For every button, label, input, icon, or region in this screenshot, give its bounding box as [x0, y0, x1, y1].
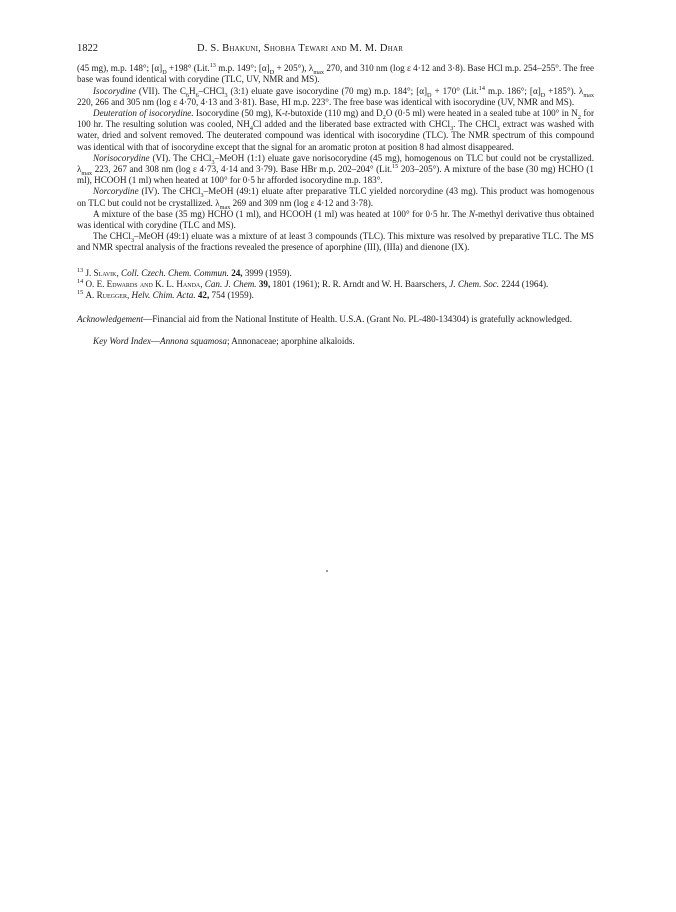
key-word-index: Key Word Index—Annona squamosa; Annonaceae; aporphine alkaloids. [93, 336, 355, 347]
key-word-index-label: Key Word Index [93, 336, 151, 347]
stray-dot [326, 570, 328, 572]
page-header [77, 43, 594, 54]
references-list [77, 268, 594, 302]
paragraph-isocorydine: Isocorydine (VII). The $C_6H_6-CHCl_3$ (3:1) eluate gave isocorydine (70 mg) m.p. 184°; $[\alpha]_D + 170^\circ$ (Lit.$^{14}$ m.p. 186°; $[\alpha]_D +185^\circ$). $\lambda_{max}$ 220, 266 and 305 nm (log ε 4·70, 4·13 and 3·81). Base, HI m.p. 223°. The free base was identical with isocorydine (UV, NMR and MS). [77, 84, 594, 107]
reference-15: $^{15}$ A. Ruegger, Helv. Chim. Acta. 42, 754 (1959). [77, 289, 254, 301]
running-head-authors: D. S. Bhakuni, Shobha Tewari and M. M. Dhar [197, 43, 404, 54]
paper-page [77, 43, 594, 348]
paragraph-norisocorydine: Norisocorydine (VI). The CHCl$_3$–MeOH (1:1) eluate gave norisocorydine (45 mg), homogenous on TLC but could not be crystallized. $\lambda_{max}$ 223, 267 and 308 nm (log ε 4·73, 4·14 and 3·79). Base HBr m.p. 202–204° (Lit.$^{15}$ 203–205°). A mixture of the base (30 mg) HCHO (1 ml), HCOOH (1 ml) when heated at 100° for 0·5 hr afforded isocorydine m.p. 183°. [77, 152, 594, 186]
section-title-isocorydine: Isocorydine [93, 85, 136, 96]
paragraph-corydine-data: (45 mg), m.p. 148°; $[\alpha]_D +198^\circ$ (Lit.$^{13}$ m.p. 149°; $[\alpha]_D + 205^\circ$), $\lambda_{max}$ 270, and 310 nm (log ε 4·12 and 3·8). Base HCl m.p. 254–255°. The free base was found identical with corydine (TLC, UV, NMR and MS). [77, 62, 594, 85]
page-number: 1822 [77, 43, 98, 54]
acknowledgement: Acknowledgement—Financial aid from the National Institute of Health. U.S.A. (Grant No. PL-480-134304) is gratefully acknowledged. [77, 314, 572, 325]
section-title-norcorydine: Norcorydine [93, 186, 139, 197]
section-title-deuteration: Deuteration of isocorydine. [93, 108, 194, 119]
paragraph-methylation: A mixture of the base (35 mg) HCHO (1 ml), and HCOOH (1 ml) was heated at 100° for 0·5 hr. The N-methyl derivative thus obtained was identical with corydine (TLC and MS). [77, 208, 594, 231]
section-title-norisocorydine: Norisocorydine [93, 152, 150, 163]
paragraph-deuteration: Deuteration of isocorydine. Isocorydine (50 mg), K-t-butoxide (110 mg) and $D_2O$ (0·5 ml) were heated in a sealed tube at 100° in $N_2$ for 100 hr. The resulting solution was cooled, $NH_4Cl$ added and the liberated base extracted with CHCl$_3$. The CHCl$_3$ extract was washed with water, dried and solvent removed. The deuterated compound was identical with isocorydine (TLC). The NMR spectrum of this compound was identical with that of isocorydine except that the signal for an aromatic proton at position 8 had almost disappeared. [77, 108, 594, 152]
paragraph-mixture: The CHCl$_3$–MeOH (49:1) eluate was a mixture of at least 3 compounds (TLC). This mixture was resolved by preparative TLC. The MS and NMR spectral analysis of the fractions revealed the presence of aporphine (III), (IIIa) and dienone (IX). [77, 231, 594, 253]
reference-13: $^{13}$ J. Slavik, Coll. Czech. Chem. Commun. 24, 3999 (1959). [77, 266, 292, 278]
paragraph-norcorydine: Norcorydine (IV). The CHCl$_3$–MeOH (49:1) eluate after preparative TLC yielded norcorydine (43 mg). This product was homogenous on TLC but could not be crystallized. $\lambda_{max}$ 269 and 309 nm (log ε 4·12 and 3·78). [77, 186, 595, 211]
reference-14: $^{14}$ O. E. Edwards and K. L. Handa, Can. J. Chem. 39, 1801 (1961); R. R. Arndt and W. H. Baarschers, J. Chem. Soc. 2244 (1964). [77, 277, 549, 289]
acknowledgement-label: Acknowledgement [77, 314, 144, 325]
